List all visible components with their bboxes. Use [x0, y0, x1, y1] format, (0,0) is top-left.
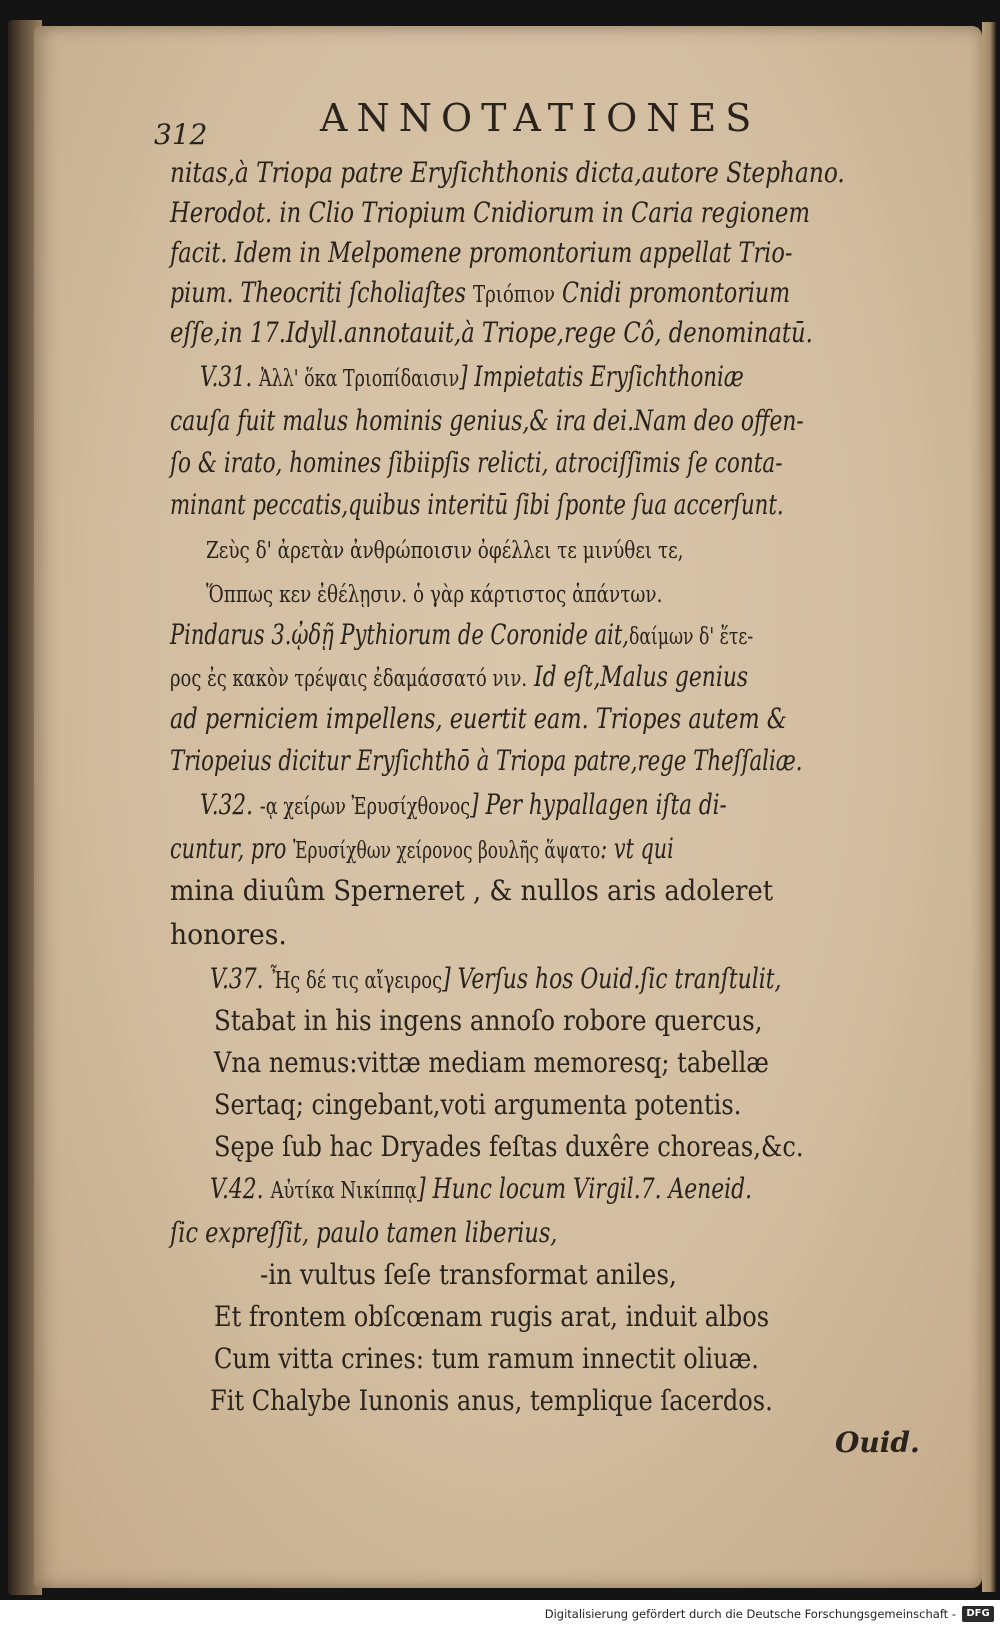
- catchword: [835, 1426, 920, 1459]
- footer-bar: [0, 1600, 1000, 1629]
- line-text: Pindarus 3.ᾠδῇ Pythiorum de Coronide ait,: [170, 618, 629, 651]
- greek-text: Ἦς δέ τις αἴγειρος: [270, 968, 443, 994]
- line-text: V.31.: [200, 360, 260, 393]
- verse-line: [214, 1342, 759, 1375]
- text-line: [170, 446, 783, 479]
- line-text: ] Hunc locum Virgil.7. Aeneid.: [417, 1172, 753, 1205]
- greek-text: Ἐρυσίχθων χείρονος βουλῆς ἅψατο: [293, 838, 601, 864]
- line-text: ſo & irato, homines ſibiipſis relicti, atrociſſimis ſe conta-: [170, 446, 783, 479]
- line-text: -in vultus ſeſe transformat aniles,: [260, 1258, 677, 1291]
- text-line: [170, 918, 287, 951]
- line-text: Et frontem obſcœnam rugis arat, induit albos: [214, 1300, 770, 1333]
- line-text: : vt qui: [600, 832, 674, 865]
- text-line: [210, 962, 781, 995]
- line-text: Triopeius dicitur Eryſichthō à Triopa patre,rege Theſſaliæ.: [170, 744, 803, 777]
- greek-text: Ἀλλ' ὅκα Τριοπίδαισιν: [259, 366, 460, 392]
- text-line: [170, 744, 803, 777]
- text-line: [170, 832, 674, 865]
- text-line: [170, 660, 748, 693]
- line-text: minant peccatis,quibus interitū ſibi ſponte ſua accerſunt.: [170, 488, 784, 521]
- verse-line: [214, 1130, 804, 1163]
- line-text: Cnidi promontorium: [554, 276, 791, 309]
- line-text: V.32.: [200, 788, 260, 821]
- text-line: [170, 1216, 557, 1249]
- verse-line: [214, 1088, 741, 1121]
- text-line: [170, 702, 787, 735]
- verse-line: [210, 1384, 773, 1417]
- line-text: Sępe ſub hac Dryades feſtas duxêre choreas,&c.: [214, 1130, 804, 1163]
- line-text: V.37.: [210, 962, 271, 995]
- dfg-logo: DFG: [962, 1606, 994, 1622]
- line-text: cauſa fuit malus hominis genius,& ira dei.Nam deo offen-: [170, 404, 804, 437]
- greek-text: Ζεὺς δ' ἀρετὰν ἀνθρώποισιν ὀφέλλει τε μινύθει τε,: [206, 538, 684, 564]
- line-text: Cum vitta crines: tum ramum innectit oliuæ.: [214, 1342, 759, 1375]
- verse-line: [260, 1258, 677, 1291]
- line-text: Vna nemus:vittæ mediam memoresq; tabellæ: [214, 1046, 769, 1079]
- page-text: [154, 92, 960, 1459]
- verse-line: [214, 1046, 769, 1079]
- verse-line: [214, 1300, 769, 1333]
- text-line: [170, 196, 810, 229]
- line-text: cuntur, pro: [170, 832, 294, 865]
- line-text: ] Impietatis Eryſichthoniæ: [459, 360, 744, 393]
- line-text: Ouid.: [835, 1426, 920, 1459]
- line-text: honores.: [170, 918, 287, 951]
- greek-text: -ᾳ χείρων Ἐρυσίχθονος: [259, 794, 471, 820]
- line-text: nitas,à Triopa patre Eryſichthonis dicta,autore Stephano.: [170, 156, 845, 189]
- line-text: Sertaq; cingebant,voti argumenta potentis.: [214, 1088, 742, 1121]
- verse-line: [214, 1004, 763, 1037]
- greek-text: Αὐτίκα Νικίππᾳ: [270, 1178, 418, 1204]
- text-line: [170, 874, 773, 907]
- line-text: Stabat in his ingens annoſo robore quercus,: [214, 1004, 763, 1037]
- text-line: [170, 156, 845, 189]
- text-line: [170, 488, 784, 521]
- line-text: Herodot. in Clio Triopium Cnidiorum in Caria regionem: [170, 196, 810, 229]
- text-line: [170, 316, 813, 349]
- line-text: Fit Chalybe Iunonis anus, templique ſacerdos.: [210, 1384, 773, 1417]
- greek-verse-line: [206, 532, 684, 565]
- line-text: V.42.: [210, 1172, 271, 1205]
- page-number: 312: [154, 118, 208, 151]
- page-header: [154, 92, 960, 151]
- greek-text: Ὅππως κεν ἐθέλῃσιν. ὁ γὰρ κάρτιστος ἁπάντων.: [206, 582, 663, 608]
- greek-verse-line: [206, 576, 662, 609]
- line-text: ſic expreſſit, paulo tamen liberius,: [170, 1216, 558, 1249]
- line-text: eſſe,in 17.Idyll.annotauit,à Triope,rege Cô, denominatū.: [170, 316, 813, 349]
- line-text: mina diuûm Sperneret , & nullos aris adoleret: [170, 874, 774, 907]
- text-line: [170, 276, 790, 309]
- text-line: [210, 1172, 752, 1205]
- line-text: ] Per hypallagen iſta di-: [470, 788, 727, 821]
- page-right-edge: [982, 22, 996, 1592]
- line-text: facit. Idem in Melpomene promontorium appellat Trio-: [170, 236, 793, 269]
- line-text: Id eſt,Malus genius: [527, 660, 749, 693]
- line-text: ad perniciem impellens, euertit eam. Triopes autem &: [170, 702, 787, 735]
- greek-text: Τριόπιον: [472, 282, 555, 308]
- line-text: pium. Theocriti ſcholiaſtes: [170, 276, 473, 309]
- greek-text: δαίμων δ' ἕτε-: [628, 624, 754, 650]
- text-line: [170, 404, 804, 437]
- digitization-credit: Digitalisierung gefördert durch die Deutsche Forschungsgemeinschaft -: [544, 1607, 956, 1621]
- text-line: [170, 236, 792, 269]
- line-text: ] Verſus hos Ouid.ſic tranſtulit,: [442, 962, 782, 995]
- text-line: [170, 618, 753, 651]
- text-line: [200, 360, 744, 393]
- text-line: [200, 788, 727, 821]
- running-head: ANNOTATIONES: [320, 96, 761, 140]
- greek-text: ρος ἐς κακὸν τρέψαις ἐδαμάσσατό νιν.: [170, 666, 528, 692]
